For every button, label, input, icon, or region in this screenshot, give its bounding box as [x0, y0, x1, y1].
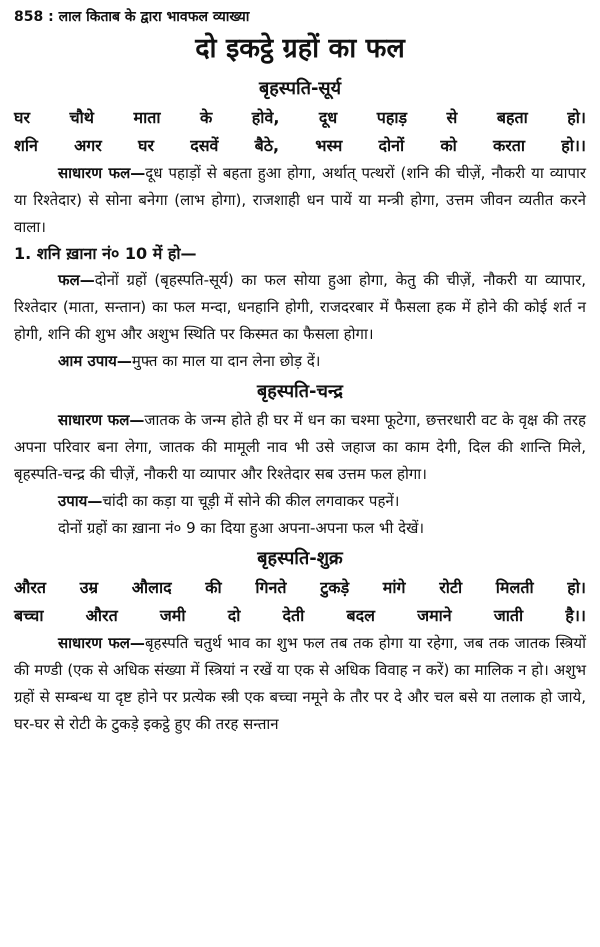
section-title-jupiter-sun: बृहस्पति-सूर्य: [258, 78, 342, 99]
general-result-text: बृहस्पति चतुर्थ भाव का शुभ फल तब तक होगा या रहेगा, जब तक जातक स्त्रियों की मण्डी (एक से अधिक संख्या में स्त्रियां न रखें या एक से अधिक विवाह न करें) का मालिक न हो। अशुभ ग्रहों से सम्बन्ध या दृष्ट होने पर प्रत्येक स्त्री एक बच्चा नमूने के तौर पर दे और चल बसे या तलाक हो जाये, घर-घर से रोटी के टुकड़े इकट्ठे हुए की तरह सन्तान: [14, 634, 586, 733]
result-text: दोनों ग्रहों (बृहस्पति-सूर्य) का फल सोया हुआ होगा, केतु की चीज़ें, नौकरी या व्यापार, रिश्तेदार (माता, सन्तान) का फल मन्दा, धनहानि होगी, राजदरबार में फैसला हक में होने की कोई शर्त न होगी, शनि की शुभ और अशुभ स्थिति पर किस्मत का फैसला होगा।: [14, 271, 586, 343]
general-result-text: जातक के जन्म होते ही घर में धन का चश्मा फूटेगा, छत्तरधारी वट के वृक्ष की तरह अपना परिवार बना लेगा, जातक की मामूली नाव भी उसे जहाज का काम देगी, दिल की शान्ति मिले, बृहस्पति-चन्द्र की चीज़ें, नौकरी या व्यापार और रिश्तेदार सब उत्तम फल होगा।: [14, 411, 586, 483]
verse-line: घर चौथे माता के होवे, दूध पहाड़ से बहता हो।: [14, 108, 586, 127]
remedy-text: चांदी का कड़ा या चूड़ी में सोने की कील लगवाकर पहनें।: [102, 492, 400, 510]
verse-line: शनि अगर घर दसवें बैठे, भस्म दोनों को करता हो।।: [14, 136, 586, 155]
running-head: [14, 6, 586, 28]
point-heading: 1. शनि ख़ाना नं० 10 में हो—: [14, 244, 197, 263]
verse-jupiter-sun: [14, 104, 586, 160]
verse-jupiter-venus: [14, 574, 586, 630]
general-result-paragraph: [14, 407, 586, 488]
chapter-title: दो इकट्ठे ग्रहों का फल: [195, 33, 405, 64]
general-result-text: दूध पहाड़ों से बहता हुआ होगा, अर्थात् पत्थरों (शनि की चीज़ें, नौकरी या व्यापार या रिश्तेदार) से सोना बनेगा (लाभ होगा), राजशाही धन पायें या मन्त्री होगा, उत्तम जीवन व्यतीत करने वाला।: [14, 164, 586, 236]
general-result-paragraph: [14, 630, 586, 738]
book-title: लाल किताब के द्वारा भावफल व्याख्या: [58, 9, 250, 25]
result-label: फल—: [58, 271, 95, 289]
note-paragraph: दोनों ग्रहों का ख़ाना नं० 9 का दिया हुआ अपना-अपना फल भी देखें।: [58, 519, 425, 537]
general-result-label: साधारण फल—: [58, 411, 145, 429]
remedy-paragraph: [14, 348, 586, 375]
remedy-label: आम उपाय—: [58, 352, 132, 370]
remedy-paragraph: [14, 488, 586, 515]
section-title-jupiter-moon: बृहस्पति-चन्द्र: [256, 381, 343, 402]
page-number: 858: [14, 9, 44, 25]
verse-line: औरत उम्र औलाद की गिनते टुकड़े मांगे रोटी मिलती हो।: [14, 578, 586, 597]
verse-line: बच्चा औरत जमी दो देती बदल जमाने जाती है।।: [14, 606, 586, 625]
remedy-text: मुफ्त का माल या दान लेना छोड़ दें।: [131, 352, 321, 370]
general-result-label: साधारण फल—: [58, 164, 146, 182]
remedy-label: उपाय—: [58, 492, 103, 510]
running-head-separator: :: [48, 9, 59, 25]
section-title-jupiter-venus: बृहस्पति-शुक्र: [257, 548, 343, 569]
general-result-paragraph: [14, 160, 586, 241]
general-result-label: साधारण फल—: [58, 634, 145, 652]
result-paragraph: [14, 267, 586, 348]
